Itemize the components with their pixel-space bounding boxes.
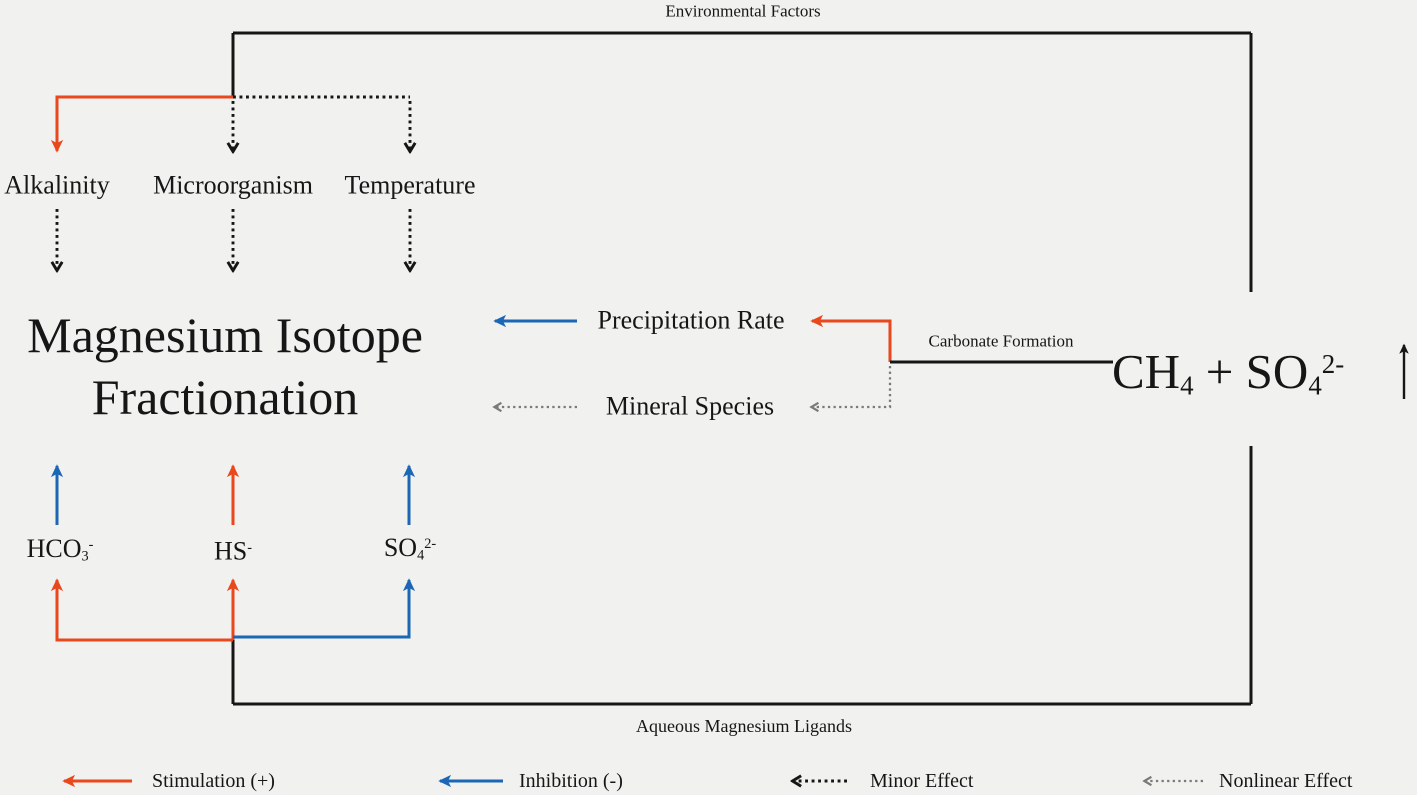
- node-hco3: [27, 535, 94, 565]
- node-alkalinity: Alkalinity: [4, 170, 110, 200]
- so4l-superscript: 2-: [424, 536, 437, 552]
- ch4-base: CH: [1112, 343, 1181, 399]
- node-hs: [214, 538, 252, 567]
- node-precipitation-rate: Precipitation Rate: [597, 305, 785, 335]
- legend-stimulation-label: Stimulation (+): [152, 770, 275, 792]
- so4-subscript: 4: [1308, 370, 1322, 401]
- hco3-subscript: 3: [81, 548, 89, 565]
- legend-minor-label: Minor Effect: [870, 770, 974, 792]
- box-bottom-label: Aqueous Magnesium Ligands: [636, 716, 852, 737]
- ch4-subscript: 4: [1180, 370, 1194, 401]
- so4-superscript: 2-: [1321, 349, 1345, 379]
- box-top-label: Environmental Factors: [665, 1, 821, 21]
- so4l-subscript: 4: [417, 547, 425, 564]
- hco3-base: HCO: [26, 533, 82, 563]
- legend-nonlinear-label: Nonlinear Effect: [1219, 770, 1353, 792]
- label-carbonate-formation: Carbonate Formation: [928, 331, 1074, 351]
- node-microorganism: Microorganism: [153, 170, 313, 200]
- arrow-ligands-to-hco3: [57, 580, 233, 640]
- so4l-base: SO: [383, 532, 418, 562]
- node-mineral-species: Mineral Species: [605, 391, 775, 421]
- node-so4-ligand: [384, 534, 436, 564]
- hco3-superscript: -: [88, 537, 94, 553]
- node-temperature: Temperature: [344, 170, 476, 200]
- legend-inhibition-label: Inhibition (-): [519, 770, 623, 792]
- page-title: [27, 304, 423, 428]
- title-line2: Fractionation: [91, 369, 359, 425]
- arrow-carbonate-to-precipitation: [812, 321, 890, 362]
- arrow-carbonate-to-mineral: [812, 366, 890, 407]
- hs-superscript: -: [247, 539, 253, 556]
- so4-base: + SO: [1193, 343, 1309, 399]
- title-line1: Magnesium Isotope: [27, 307, 423, 363]
- arrow-env-to-alkalinity: [57, 97, 233, 151]
- node-ch4-so4: [1112, 345, 1344, 401]
- arrow-ligands-to-so4: [233, 580, 409, 637]
- hs-base: HS: [213, 536, 248, 566]
